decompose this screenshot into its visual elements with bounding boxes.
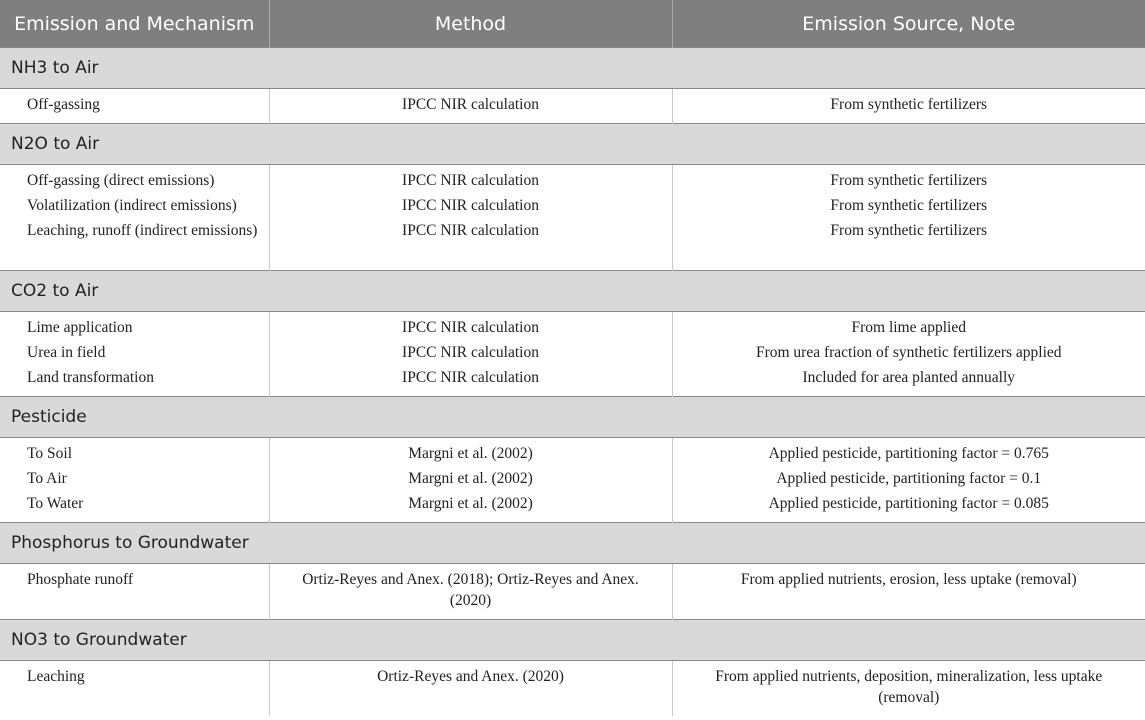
note-cell: Applied pesticide, partitioning factor = 0.1 [776, 470, 1042, 487]
group-row-n2o [0, 124, 1145, 165]
method-cell: IPCC NIR calculation [402, 172, 539, 189]
mechanism-cell: Urea in field [27, 344, 106, 361]
mechanism-cell: To Air [27, 470, 67, 487]
note-cell: From lime applied [851, 319, 966, 336]
table-row-block [0, 312, 1145, 397]
method-cell: Margni et al. (2002) [408, 445, 533, 462]
note-cell: From applied nutrients, erosion, less uptake (removal) [740, 571, 1077, 588]
group-title: Pesticide [0, 397, 1145, 438]
mechanism-cell: Volatilization (indirect emissions) [27, 197, 237, 214]
header-emission-source-note: Emission Source, Note [672, 0, 1145, 48]
note-cell: From synthetic fertilizers [830, 197, 988, 214]
group-title: N2O to Air [0, 124, 1145, 165]
note-cell: Applied pesticide, partitioning factor = 0.765 [768, 445, 1049, 462]
note-cell: Included for area planted annually [802, 369, 1016, 386]
table-row [0, 89, 1145, 124]
note-cell: From synthetic fertilizers [830, 172, 988, 189]
method-cell: IPCC NIR calculation [402, 319, 539, 336]
mechanism-cell: Land transformation [27, 369, 154, 386]
table-row-block [0, 165, 1145, 271]
mechanism-cell: Leaching, runoff (indirect emissions) [27, 222, 258, 239]
method-cell: Ortiz-Reyes and Anex. (2018); Ortiz-Reyes and Anex. (2020) [302, 571, 639, 609]
group-title: NO3 to Groundwater [0, 620, 1145, 661]
method-cell: Margni et al. (2002) [408, 495, 533, 512]
method-cell: IPCC NIR calculation [402, 369, 539, 386]
group-title: Phosphorus to Groundwater [0, 523, 1145, 564]
table-row [0, 564, 1145, 620]
note-cell: Applied pesticide, partitioning factor = 0.085 [768, 495, 1049, 512]
group-row-nh3 [0, 48, 1145, 89]
group-row-no3 [0, 620, 1145, 661]
group-row-co2 [0, 271, 1145, 312]
table-row [0, 661, 1145, 716]
note-cell: From synthetic fertilizers [830, 96, 988, 113]
header-row [0, 0, 1145, 48]
method-cell: IPCC NIR calculation [402, 222, 539, 239]
method-cell: Margni et al. (2002) [408, 470, 533, 487]
mechanism-cell: Leaching [27, 668, 85, 685]
header-emission-mechanism: Emission and Mechanism [0, 0, 269, 48]
mechanism-cell: Lime application [27, 319, 133, 336]
mechanism-cell: To Soil [27, 445, 72, 462]
mechanism-cell: Off-gassing [27, 96, 100, 113]
method-cell: IPCC NIR calculation [402, 197, 539, 214]
group-title: CO2 to Air [0, 271, 1145, 312]
header-method: Method [269, 0, 672, 48]
mechanism-cell: Phosphate runoff [27, 571, 134, 588]
group-row-pesticide [0, 397, 1145, 438]
mechanism-cell: To Water [27, 495, 84, 512]
method-cell: IPCC NIR calculation [402, 344, 539, 361]
method-cell: Ortiz-Reyes and Anex. (2020) [377, 668, 564, 685]
group-row-phosphorus [0, 523, 1145, 564]
mechanism-cell: Off-gassing (direct emissions) [27, 172, 215, 189]
note-cell: From applied nutrients, deposition, mineralization, less uptake (removal) [715, 668, 1103, 706]
method-cell: IPCC NIR calculation [402, 96, 539, 113]
note-cell: From synthetic fertilizers [830, 222, 988, 239]
group-title: NH3 to Air [0, 48, 1145, 89]
note-cell: From urea fraction of synthetic fertilizers applied [755, 344, 1062, 361]
table-row-block [0, 438, 1145, 523]
